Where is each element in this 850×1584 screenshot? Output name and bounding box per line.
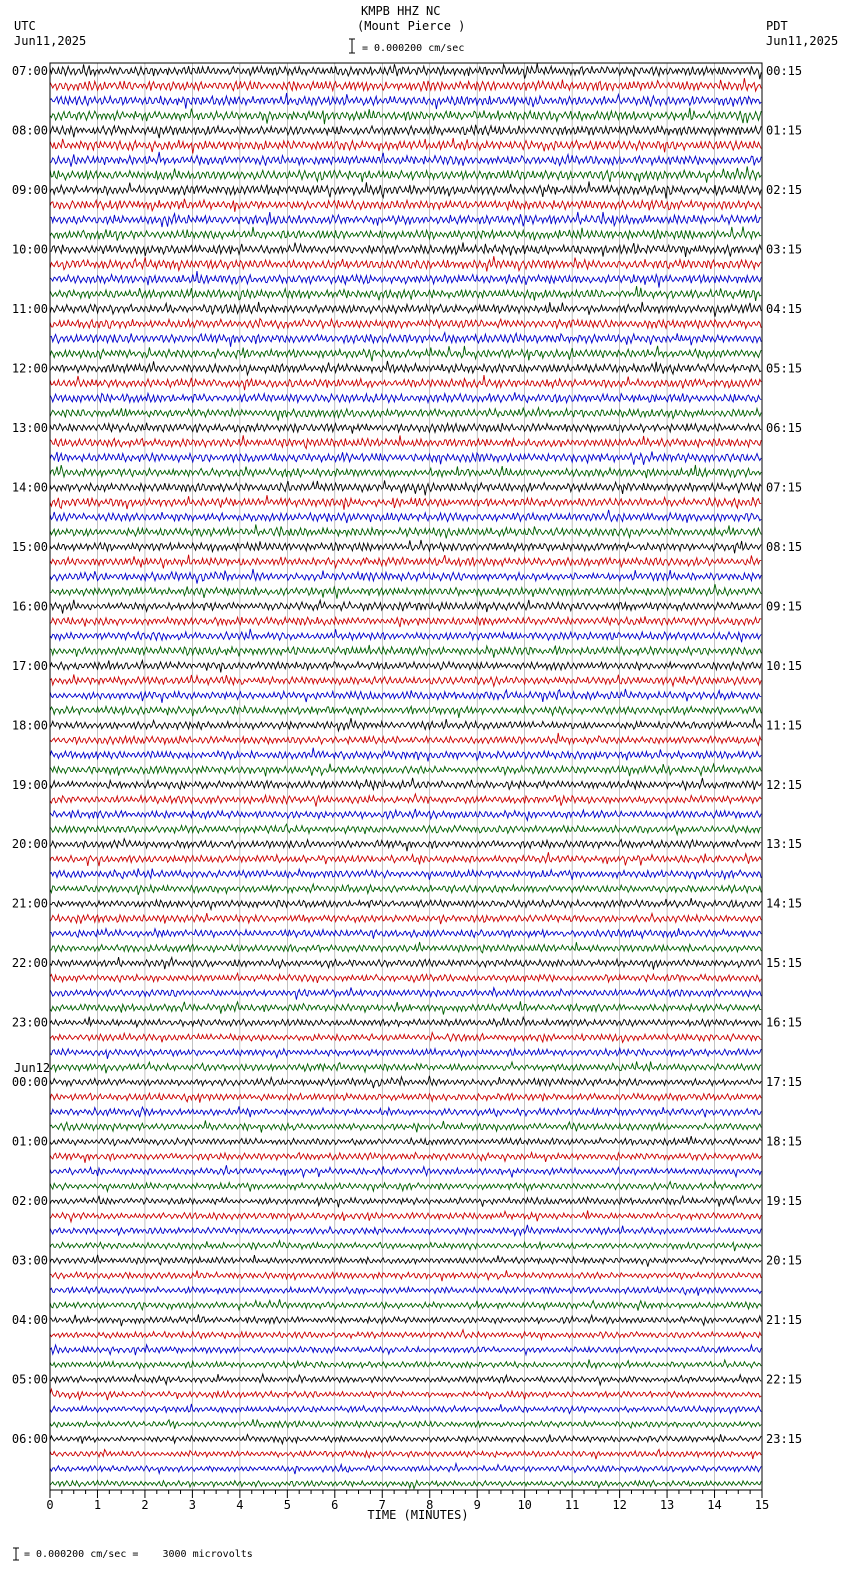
scale-bar-icon: [349, 39, 355, 53]
right-time-label: 02:15: [766, 182, 803, 197]
seismic-trace: [50, 1241, 761, 1252]
seismic-trace: [50, 748, 761, 762]
left-time-label: 15:00: [11, 539, 48, 554]
left-time-label: 14:00: [11, 480, 48, 495]
x-tick-label: 5: [283, 1498, 291, 1512]
seismic-trace: [50, 182, 761, 199]
seismic-trace: [50, 166, 761, 182]
seismic-trace: [50, 1287, 761, 1296]
seismic-trace: [50, 319, 761, 329]
right-time-label: 15:15: [766, 956, 803, 971]
seismic-trace: [50, 286, 761, 301]
seismic-trace: [50, 1345, 761, 1355]
seismic-trace: [50, 423, 761, 434]
seismic-trace: [50, 138, 761, 153]
seismic-trace: [50, 884, 761, 895]
right-time-label: 07:15: [766, 480, 803, 495]
seismic-trace: [50, 1419, 761, 1428]
seismic-trace: [50, 600, 761, 614]
seismic-trace: [50, 1062, 761, 1074]
trace-group: [50, 63, 761, 1488]
seismic-trace: [50, 212, 761, 227]
x-tick-label: 13: [659, 1498, 675, 1512]
x-tick-label: 12: [612, 1498, 627, 1512]
x-tick-label: 15: [754, 1498, 770, 1512]
right-time-label: 17:15: [766, 1075, 803, 1090]
seismic-trace: [50, 555, 761, 569]
station-title: KMPB HHZ NC: [361, 4, 441, 18]
seismic-trace: [50, 1464, 761, 1475]
seismic-trace: [50, 733, 761, 745]
seismic-trace: [50, 227, 761, 241]
seismic-trace: [50, 199, 761, 212]
left-time-label: 21:00: [11, 896, 48, 911]
seismic-trace: [50, 1196, 761, 1208]
left-date: Jun11,2025: [14, 34, 87, 48]
right-time-label: 19:15: [766, 1194, 803, 1209]
seismic-trace: [50, 661, 761, 673]
right-time-label: 16:15: [766, 1015, 803, 1030]
right-time-label: 00:15: [766, 64, 803, 78]
seismic-trace: [50, 1106, 761, 1117]
left-time-label: 23:00: [11, 1015, 48, 1030]
left-time-label: 17:00: [11, 658, 48, 673]
left-time-label: 00:00: [11, 1075, 48, 1090]
seismic-trace: [50, 1048, 761, 1058]
seismic-trace: [50, 1404, 761, 1414]
seismic-trace: [50, 675, 761, 687]
seismic-trace: [50, 1255, 761, 1267]
seismic-trace: [50, 616, 761, 627]
x-tick-label: 6: [331, 1498, 339, 1512]
x-tick-label: 1: [93, 1498, 102, 1512]
seismic-trace: [50, 1360, 761, 1369]
left-time-label: 22:00: [11, 956, 48, 971]
left-time-label: 10:00: [11, 242, 48, 257]
x-tick-label: 10: [517, 1498, 532, 1512]
seismic-trace: [50, 271, 761, 288]
footer-scale-text: = 0.000200 cm/sec = 3000 microvolts: [24, 1549, 253, 1560]
seismic-trace: [50, 1001, 761, 1014]
seismic-trace: [50, 1330, 761, 1340]
seismic-trace: [50, 1389, 761, 1400]
seismic-trace: [50, 435, 761, 448]
right-time-label: 05:15: [766, 361, 803, 376]
seismic-trace: [50, 1450, 761, 1460]
right-timezone: PDT: [766, 19, 788, 33]
seismic-trace: [50, 1225, 761, 1236]
x-tick-label: 2: [141, 1498, 149, 1512]
seismic-trace: [50, 63, 761, 79]
left-time-labels: [12, 64, 50, 1446]
left-time-label: 20:00: [11, 837, 48, 852]
right-time-label: 04:15: [766, 301, 803, 316]
seismic-trace: [50, 898, 761, 909]
left-time-label: 13:00: [11, 420, 48, 435]
left-time-label: 03:00: [11, 1253, 48, 1268]
left-time-label: 07:00: [11, 64, 48, 78]
x-tick-label: 4: [236, 1498, 244, 1512]
seismic-trace: [50, 465, 761, 478]
right-time-label: 08:15: [766, 539, 803, 554]
seismic-trace: [50, 452, 761, 465]
seismic-trace: [50, 1076, 761, 1088]
left-time-label: 08:00: [11, 123, 48, 138]
seismic-trace: [50, 125, 761, 138]
seismic-trace: [50, 524, 761, 538]
seismic-trace: [50, 1165, 761, 1177]
seismic-trace: [50, 1152, 761, 1162]
seismic-trace: [50, 942, 761, 953]
seismic-trace: [50, 242, 761, 257]
seismic-trace: [50, 913, 761, 924]
seismic-trace: [50, 1299, 761, 1310]
seismic-trace: [50, 689, 761, 703]
x-tick-label: 11: [564, 1498, 580, 1512]
seismic-trace: [50, 569, 761, 584]
right-time-label: 06:15: [766, 420, 803, 435]
seismic-trace: [50, 1210, 761, 1221]
x-tick-label: 3: [188, 1498, 197, 1512]
x-axis-label: TIME (MINUTES): [367, 1508, 469, 1522]
right-time-label: 12:15: [766, 777, 803, 792]
site-name: (Mount Pierce ): [357, 19, 466, 33]
seismic-trace: [50, 333, 761, 347]
seismic-trace: [50, 540, 761, 553]
left-time-label: 19:00: [11, 777, 48, 792]
left-time-label: 04:00: [11, 1313, 48, 1328]
seismic-trace: [50, 1121, 761, 1133]
seismic-trace: [50, 824, 761, 835]
right-time-label: 03:15: [766, 242, 803, 257]
seismic-trace: [50, 361, 761, 375]
right-time-label: 22:15: [766, 1372, 803, 1387]
date-change-label: Jun12: [14, 1061, 51, 1076]
left-time-label: 16:00: [11, 599, 48, 614]
seismic-trace: [50, 839, 761, 851]
right-time-label: 14:15: [766, 896, 803, 911]
seismic-trace: [50, 584, 761, 598]
seismic-trace: [50, 375, 761, 390]
seismic-trace: [50, 645, 761, 658]
seismic-trace: [50, 794, 761, 807]
seismic-trace: [50, 778, 761, 790]
seismic-trace: [50, 1270, 761, 1281]
left-time-label: 02:00: [11, 1194, 48, 1209]
right-time-labels: [766, 64, 802, 1446]
seismic-trace: [50, 78, 761, 91]
left-time-label: 18:00: [11, 718, 48, 733]
seismic-trace: [50, 973, 761, 983]
seismic-trace: [50, 1033, 761, 1043]
x-tick-label: 0: [46, 1498, 54, 1512]
seismic-trace: [50, 928, 761, 938]
right-time-label: 01:15: [766, 123, 803, 138]
seismic-trace: [50, 957, 761, 970]
right-time-label: 13:15: [766, 837, 803, 852]
right-time-label: 23:15: [766, 1432, 803, 1447]
seismic-trace: [50, 302, 761, 317]
seismic-trace: [50, 1093, 761, 1102]
seismic-trace: [50, 718, 761, 731]
left-time-label: 01:00: [11, 1134, 48, 1149]
right-time-label: 21:15: [766, 1313, 803, 1328]
left-time-label: 06:00: [11, 1432, 48, 1447]
seismic-trace: [50, 495, 761, 510]
seismic-trace: [50, 1136, 761, 1146]
right-time-label: 20:15: [766, 1253, 803, 1268]
seismic-trace: [50, 510, 761, 523]
seismic-trace: [50, 809, 761, 820]
right-time-label: 10:15: [766, 658, 803, 673]
x-tick-label: 8: [426, 1498, 434, 1512]
seismic-trace: [50, 93, 761, 109]
seismic-trace: [50, 1434, 761, 1444]
seismic-trace: [50, 629, 761, 643]
x-tick-label: 9: [473, 1498, 481, 1512]
seismic-trace: [50, 852, 761, 866]
footer-scale-icon: [13, 1548, 19, 1560]
seismic-trace: [50, 869, 761, 880]
seismic-trace: [50, 1017, 761, 1027]
scale-text: = 0.000200 cm/sec: [362, 43, 465, 54]
seismic-trace: [50, 1374, 761, 1385]
right-time-label: 11:15: [766, 718, 803, 733]
seismic-trace: [50, 764, 761, 777]
right-date: Jun11,2025: [766, 34, 839, 48]
left-time-label: 11:00: [11, 301, 48, 316]
left-timezone: UTC: [14, 19, 36, 33]
seismic-trace: [50, 108, 761, 125]
x-tick-label: 7: [378, 1498, 386, 1512]
x-tick-label: 14: [707, 1498, 722, 1512]
seismic-trace: [50, 988, 761, 1000]
seismic-trace: [50, 152, 761, 167]
left-time-label: 05:00: [11, 1372, 48, 1387]
seismic-trace: [50, 346, 761, 362]
right-time-label: 18:15: [766, 1134, 803, 1149]
seismic-trace: [50, 1182, 761, 1192]
seismic-trace: [50, 706, 761, 718]
seismic-trace: [50, 1481, 761, 1489]
left-time-label: 09:00: [11, 182, 48, 197]
left-time-label: 12:00: [11, 361, 48, 376]
seismic-trace: [50, 408, 761, 421]
seismic-trace: [50, 1314, 761, 1326]
seismic-trace: [50, 392, 761, 402]
seismic-trace: [50, 256, 761, 271]
seismic-trace: [50, 481, 761, 496]
right-time-label: 09:15: [766, 599, 803, 614]
